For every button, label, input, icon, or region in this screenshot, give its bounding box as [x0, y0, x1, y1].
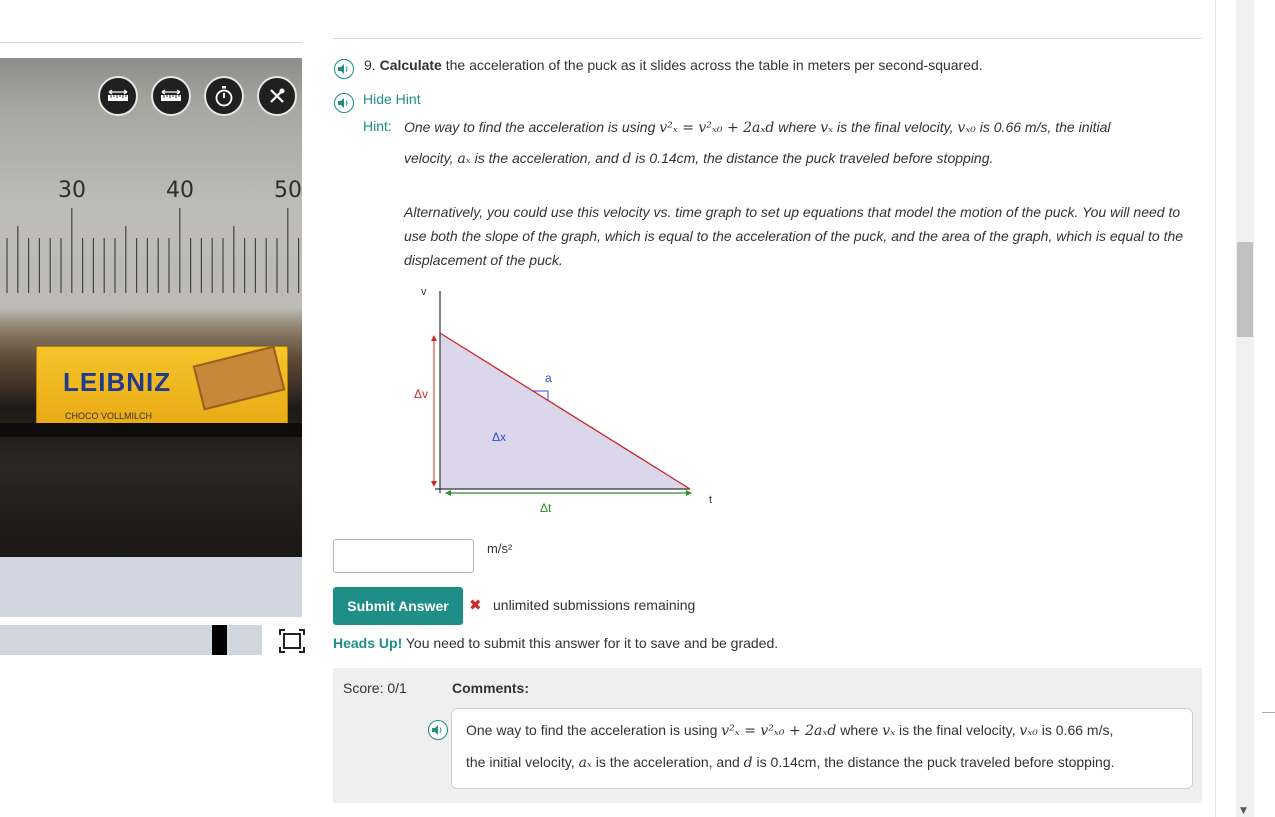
hint-text: where: [778, 119, 817, 135]
answer-unit: m/s²: [487, 541, 513, 556]
speaker-icon[interactable]: [334, 59, 354, 79]
slope-label: a: [545, 371, 552, 385]
incorrect-icon: ✖: [469, 596, 482, 614]
hint-equation: v²ₓ = v²ₓ₀ + 2aₓd: [659, 120, 775, 136]
submit-answer-button[interactable]: Submit Answer: [333, 587, 463, 625]
progress-handle[interactable]: [212, 625, 227, 655]
comment-line-2: [466, 754, 1115, 771]
ruler-number: 50: [274, 178, 302, 203]
heads-up-label: Heads Up!: [333, 635, 403, 651]
comment-variable: d: [743, 755, 753, 771]
shelf: [0, 423, 302, 437]
hint-text: is the final velocity,: [837, 119, 954, 135]
video-controls-area: [0, 557, 302, 617]
fullscreen-icon[interactable]: [278, 627, 306, 655]
stopwatch-icon[interactable]: [204, 76, 244, 116]
comment-text: One way to find the acceleration is using: [466, 722, 718, 738]
scrollbar-track[interactable]: [1236, 0, 1254, 817]
comment-box: [451, 708, 1193, 789]
comment-variable: vₓ₀: [1019, 723, 1038, 739]
comment-text: is the final velocity,: [899, 722, 1016, 738]
hint-line-2: [404, 150, 993, 167]
x-axis-label: t: [709, 494, 713, 506]
ruler-number: 40: [166, 178, 194, 203]
speaker-icon[interactable]: [428, 720, 448, 740]
comment-text: is the acceleration, and: [595, 754, 740, 770]
submissions-remaining: unlimited submissions remaining: [493, 597, 696, 613]
biscuit-image: [193, 346, 286, 411]
delta-t-label: Δt: [540, 501, 552, 515]
delta-v-label: Δv: [414, 387, 429, 401]
y-axis-label: v: [421, 286, 427, 298]
question-body: the acceleration of the puck as it slides across the table in meters per second-squared.: [445, 57, 983, 73]
biscuit-box: [36, 346, 288, 430]
heads-up-text: You need to submit this answer for it to save and be graded.: [405, 635, 779, 651]
hint-variable: vₓ₀: [957, 120, 976, 136]
comment-text: is 0.66 m/s,: [1041, 722, 1114, 738]
answer-input[interactable]: [333, 539, 474, 573]
comments-label: Comments:: [452, 680, 530, 696]
hint-text: velocity,: [404, 150, 454, 166]
box-brand: LEIBNIZ: [63, 367, 172, 397]
scroll-down-icon[interactable]: ▼: [1240, 806, 1247, 816]
box-subtitle: CHOCO VOLLMILCH: [65, 411, 153, 421]
hint-alternative-paragraph: Alternatively, you could use this velocity vs. time graph to set up equations that model the motion of the puck. You will need to use both the slope of the graph, which is equal to the acceleration of the puck, and the area of the graph, which is equal to the displacement of the puck.: [404, 204, 1184, 268]
hint-text: is 0.14cm, the distance the puck traveled before stopping.: [635, 150, 994, 166]
delta-x-label: Δx: [492, 430, 507, 444]
ruler-icon[interactable]: [98, 76, 138, 116]
score: [343, 680, 407, 696]
question-verb: Calculate: [379, 57, 442, 73]
velocity-time-graph: [405, 283, 725, 523]
score-value: 0/1: [387, 680, 407, 696]
left-divider: [0, 42, 302, 43]
comment-text: is 0.14cm, the distance the puck traveled before stopping.: [756, 754, 1115, 770]
hint-variable: aₓ: [457, 151, 471, 167]
comment-text: where: [840, 722, 879, 738]
ruler-number: 30: [58, 178, 86, 203]
hint-label: Hint:: [363, 118, 392, 134]
hide-hint-link[interactable]: Hide Hint: [363, 91, 421, 107]
hint-text: One way to find the acceleration is using: [404, 119, 656, 135]
hint-variable: d: [622, 151, 632, 167]
ruler-ticks: [0, 208, 302, 298]
comment-variable: aₓ: [578, 755, 592, 771]
ruler-icon[interactable]: [151, 76, 191, 116]
comment-text: the initial velocity,: [466, 754, 575, 770]
heads-up-notice: [333, 635, 778, 651]
video-player[interactable]: [0, 58, 302, 558]
question-text: [364, 57, 983, 73]
comment-equation: v²ₓ = v²ₓ₀ + 2aₓd: [721, 723, 837, 739]
hint-text: is 0.66 m/s, the initial: [979, 119, 1111, 135]
score-label: Score:: [343, 680, 384, 696]
question-number: 9.: [364, 57, 376, 73]
question-divider: [333, 38, 1202, 39]
edge-divider: [1262, 712, 1275, 713]
speaker-icon[interactable]: [334, 93, 354, 113]
hint-line-1: [404, 119, 1111, 136]
scrollbar-thumb[interactable]: [1237, 242, 1253, 337]
ruler-numbers: [0, 178, 302, 208]
hint-text: is the acceleration, and: [474, 150, 619, 166]
tools-icon[interactable]: [257, 76, 297, 116]
comment-variable: vₓ: [882, 723, 896, 739]
hint-variable: vₓ: [820, 120, 834, 136]
comment-line-1: [466, 722, 1113, 739]
